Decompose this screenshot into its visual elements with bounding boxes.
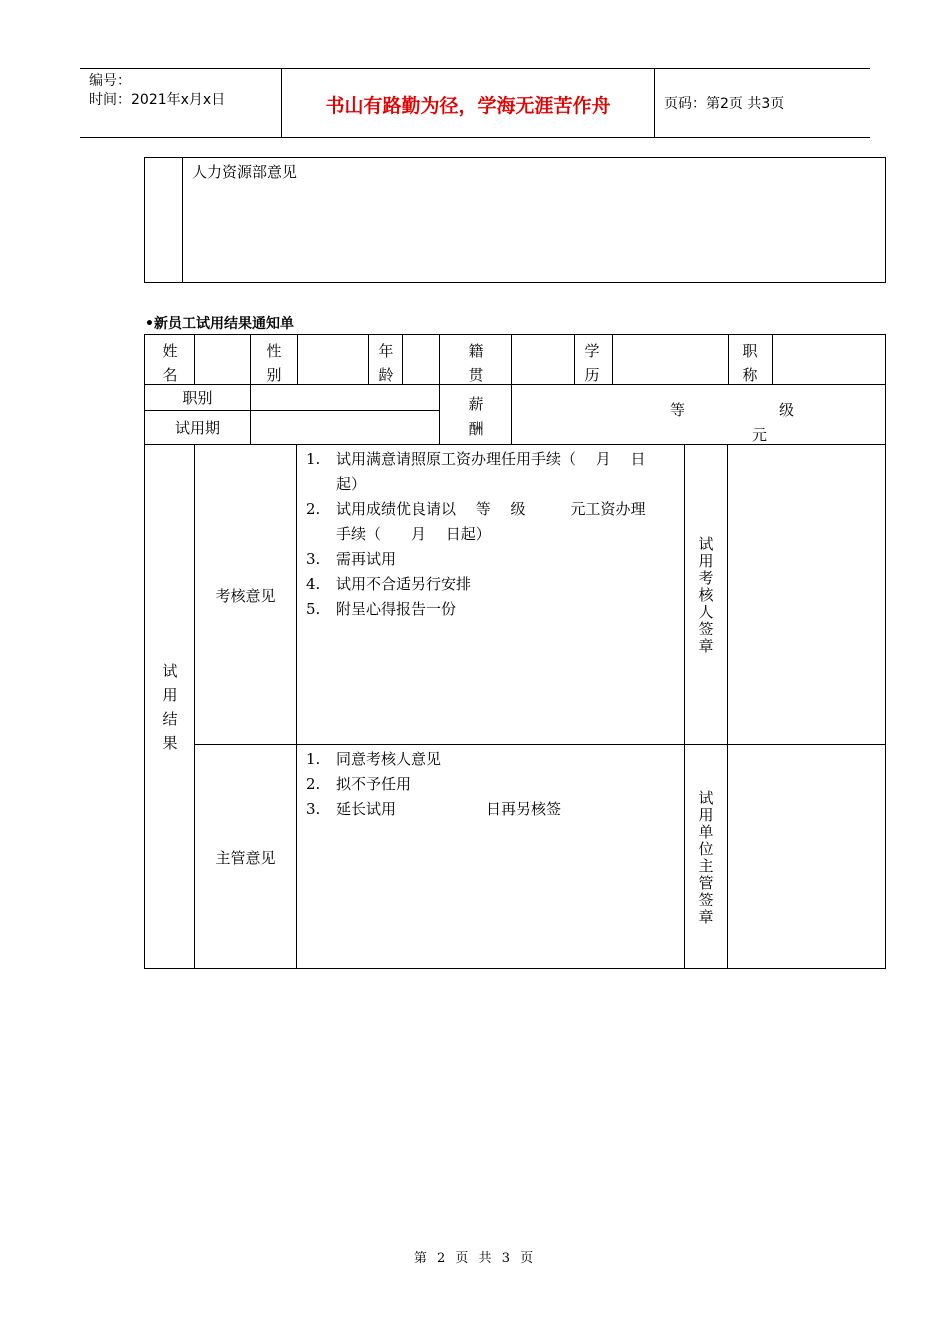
time-label: 时间：2021年x月x日 [89, 92, 226, 108]
trial-result-label: 试用结果 [162, 662, 178, 752]
col-line [511, 335, 512, 444]
page-header [80, 68, 870, 138]
col-line [728, 335, 729, 384]
salary-grade: 等 [670, 401, 686, 419]
job-level-label: 职别 [182, 389, 213, 407]
row-line [195, 744, 885, 745]
row-line [145, 410, 439, 411]
row-line [145, 444, 885, 445]
list-item: 3. 延长试用 日再另核签 [306, 800, 562, 818]
supervisor-opinion-label: 主管意见 [215, 849, 276, 867]
col-line [574, 335, 575, 384]
col-line [368, 335, 369, 384]
page-label: 页码：第2页 共3页 [664, 96, 785, 112]
col-line [297, 335, 298, 384]
list-item: 4. 试用不合适另行安排 [306, 575, 472, 593]
col-line [439, 335, 440, 444]
gender-label: 性别 [266, 342, 282, 384]
trial-period-label: 试用期 [174, 419, 220, 437]
assessor-signature-label: 试用考核人签章 [698, 535, 714, 655]
hr-opinion-box [144, 157, 886, 283]
education-label: 学历 [584, 342, 600, 384]
row-line [145, 384, 885, 385]
motto: 书山有路勤为径，学海无涯苦作舟 [325, 95, 611, 117]
list-item: 5. 附呈心得报告一份 [306, 600, 457, 618]
col-line [727, 444, 728, 968]
list-item: 2. 试用成绩优良请以 等 级 元工资办理 手续（ 月 日起） [306, 500, 646, 543]
hr-opinion-label: 人力资源部意见 [192, 163, 298, 181]
number-label: 编号： [89, 73, 131, 89]
cell-divider [182, 158, 183, 282]
list-item: 1. 试用满意请照原工资办理任用手续（ 月 日 起） [306, 450, 646, 493]
col-line [194, 444, 195, 968]
hometown-label: 籍贯 [468, 342, 484, 384]
list-item: 1. 同意考核人意见 [306, 750, 442, 768]
name-label: 姓名 [162, 342, 178, 384]
supervisor-options [306, 747, 561, 822]
col-line [612, 335, 613, 384]
page-footer: 第 2 页 共 3 页 [413, 1251, 537, 1266]
salary-yuan: 元 [752, 426, 768, 444]
title-label: 职称 [742, 342, 758, 384]
header-meta [89, 72, 225, 110]
salary-label: 薪酬 [468, 395, 484, 438]
assessment-options [306, 447, 646, 622]
col-line [250, 335, 251, 444]
section-title: •新员工试用结果通知单 [145, 316, 294, 332]
salary-level: 级 [779, 401, 795, 419]
col-line [194, 335, 195, 384]
supervisor-signature-label: 试用单位主管签章 [698, 789, 714, 926]
col-line [772, 335, 773, 384]
trial-result-table [144, 334, 886, 969]
list-item: 2. 拟不予任用 [306, 775, 412, 793]
col-line [402, 335, 403, 384]
age-label: 年龄 [378, 342, 394, 384]
list-item: 3. 需再试用 [306, 550, 397, 568]
assessment-opinion-label: 考核意见 [215, 587, 276, 605]
col-line [296, 444, 297, 968]
col-line [684, 444, 685, 968]
